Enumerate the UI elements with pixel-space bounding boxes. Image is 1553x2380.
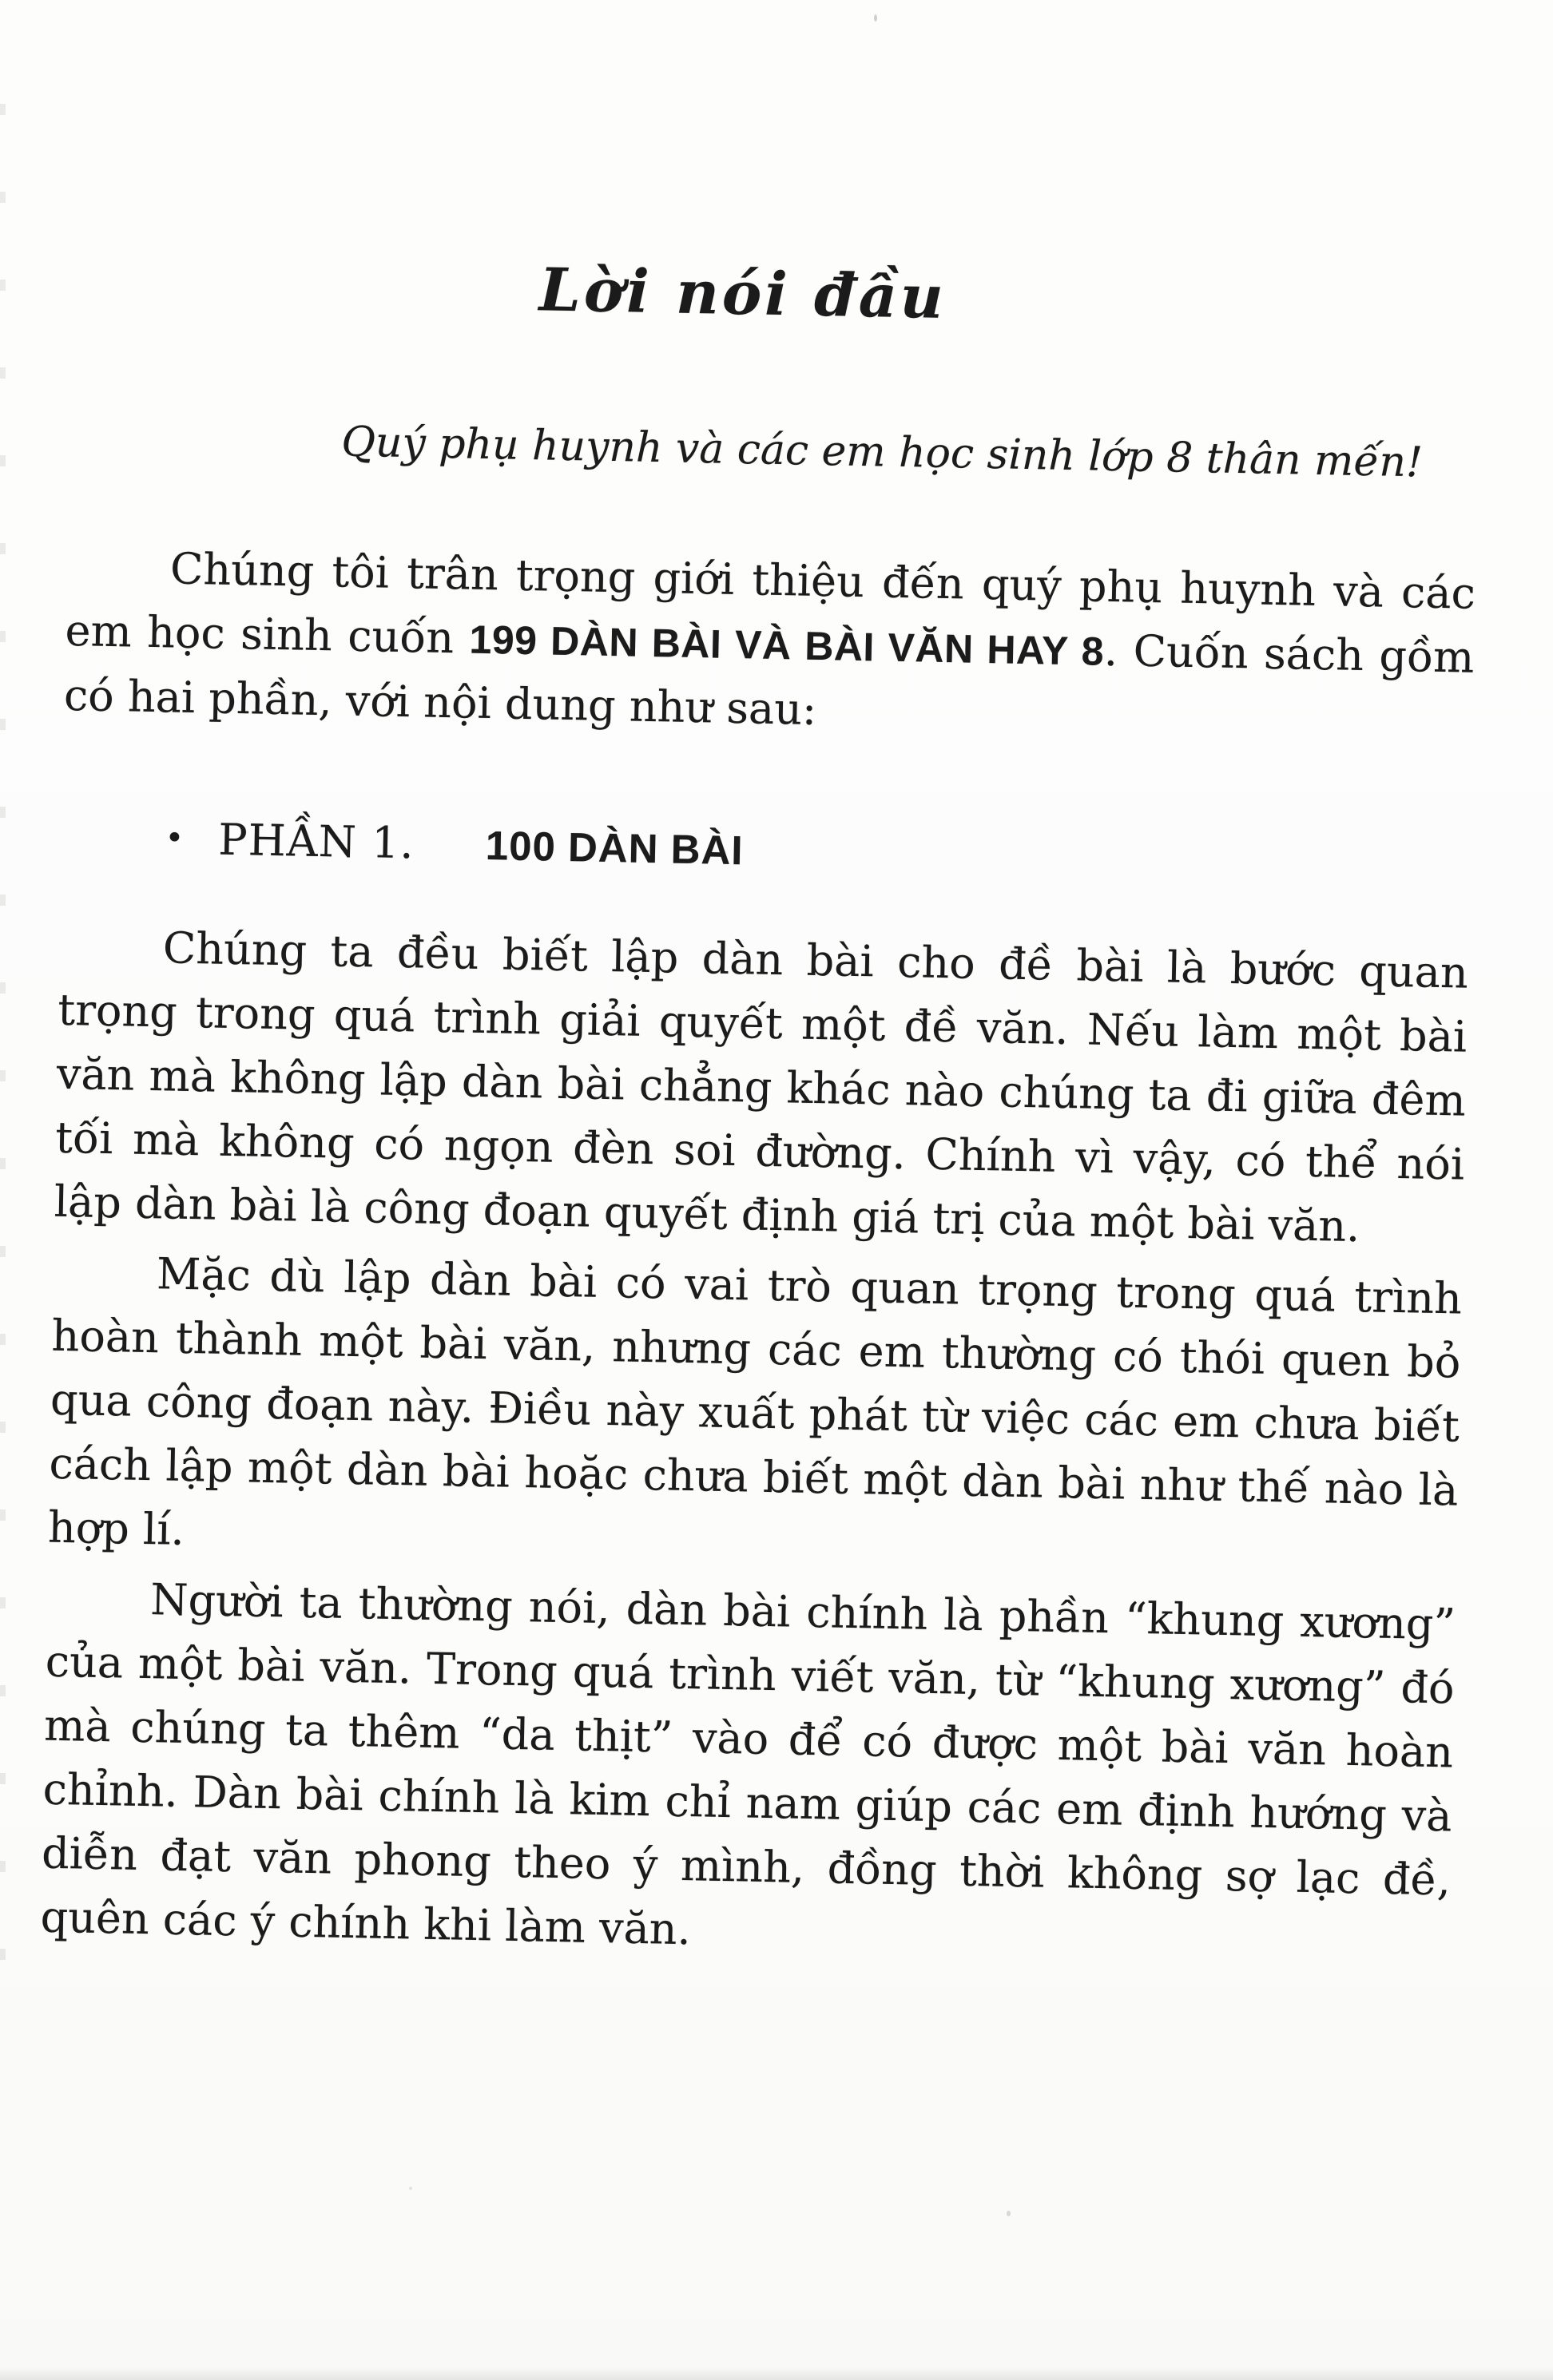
intro-text-post: . Cuốn sách gồm có hai phần, với nội dung như sau: [63,625,1475,735]
body-paragraph: Chúng ta đều biết lập dàn bài cho đề bài là bước quan trọng trong quá trình giải quyết một đề văn. Nếu làm một bài văn mà không lập dàn bài chẳng khác nào chúng ta đi giữa đêm tối mà không có ngọn đèn soi đường. Chính vì vậy, có thể nói lập dàn bài là công đoạn quyết định giá trị của một bài văn. [54,922,1469,1252]
page-title: Lời nói đầu [538,256,947,332]
intro-text-pre: Chúng tôi trân trọng giới thiệu đến quý phụ huynh và các em học sinh cuốn [64,543,1476,664]
scan-speck [409,2187,412,2190]
greeting-line: Quý phụ huynh và các em học sinh lớp 8 thân mến! [340,418,1424,487]
section-heading [165,806,1471,896]
book-title: 199 DÀN BÀI VÀ BÀI VĂN HAY 8 [469,617,1105,674]
body-paragraph: Người ta thường nói, dàn bài chính là phần “khung xương” của một bài văn. Trong quá trình viết văn, từ “khung xương” đó mà chúng ta thêm “da thịt” vào để có được một bài văn hoàn chỉnh. Dàn bài chính là kim chỉ nam giúp các em định hướng và diễn đạt văn phong theo ý mình, đồng thời không sợ lạc đề, quên các ý chính khi làm văn. [40,1574,1456,1955]
body-paragraph: Mặc dù lập dàn bài có vai trò quan trọng trong quá trình hoàn thành một bài văn, nhưng các em thường có thói quen bỏ qua công đoạn này. Điều này xuất phát từ việc các em chưa biết cách lập một dàn bài hoặc chưa biết một dàn bài như thế nào là hợp lí. [47,1248,1463,1555]
section-label: PHẦN 1. [217,814,415,869]
scan-edge-artifact [0,104,6,2021]
intro-paragraph [63,535,1476,755]
section-title: 100 DÀN BÀI [485,823,745,874]
scan-speck [1007,2211,1011,2216]
bullet-icon: • [165,819,185,857]
scan-speck [874,14,877,22]
scan-bottom-shading [0,2367,1553,2380]
